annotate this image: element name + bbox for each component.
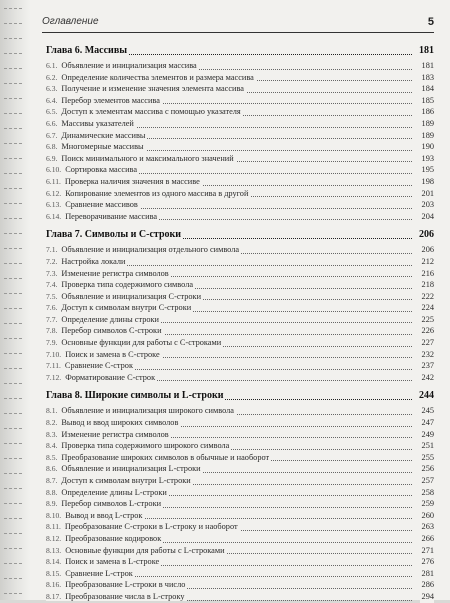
section-title: Форматирование С-строк (65, 372, 156, 382)
section-title: Вывод и ввод широких символов (61, 418, 179, 428)
section-title: Основные функции для работы с L-строками (65, 545, 225, 555)
section-title: Доступ к элементам массива с помощью указателя (61, 107, 241, 117)
toc-entry (46, 60, 434, 72)
section-page: 193 (421, 153, 434, 163)
section-page: 195 (421, 165, 434, 175)
section-number: 7.2. (46, 256, 58, 266)
toc-entry (46, 130, 434, 142)
page-edge-line (4, 413, 22, 415)
section-title: Объявление и инициализация отдельного символа (61, 245, 240, 255)
section-number: 8.14. (46, 557, 62, 567)
section-title: Изменение регистра символов (61, 268, 169, 278)
page-edge-line (4, 593, 22, 595)
page-edge-line (4, 443, 22, 445)
section-number: 6.6. (46, 118, 58, 128)
toc-entry (46, 291, 434, 303)
page-edge-line (4, 533, 22, 535)
page-edge-line (4, 83, 22, 85)
page-edge-line (4, 323, 22, 325)
section-number: 6.10. (46, 165, 62, 175)
toc-entry (46, 417, 434, 429)
section-page: 286 (421, 580, 434, 590)
page-edge-line (4, 203, 22, 205)
toc-entry (46, 349, 434, 361)
section-title: Преобразование числа в L-строку (65, 591, 185, 601)
page-edge-line (4, 8, 22, 10)
section-title: Сортировка массива (65, 165, 138, 175)
toc-entry (46, 118, 434, 130)
section-page: 189 (421, 118, 434, 128)
section-number: 8.12. (46, 533, 62, 543)
toc-entry (46, 452, 434, 464)
toc-entry (46, 510, 434, 522)
section-page: 232 (421, 349, 434, 359)
section-number: 8.2. (46, 418, 58, 428)
toc-entry (46, 153, 434, 165)
section-page: 186 (421, 107, 434, 117)
section-title: Преобразование L-строки в число (65, 580, 186, 590)
section-title: Сравнение С-строк (64, 361, 133, 371)
toc-entry (46, 429, 434, 441)
section-number: 8.8. (46, 487, 58, 497)
section-title: Перебор символов С-строки (61, 326, 162, 336)
section-title: Вывод и ввод L-строк (65, 510, 143, 520)
section-number: 8.13. (46, 545, 62, 555)
section-title: Изменение регистра символов (61, 429, 169, 439)
page-edge-line (4, 278, 22, 280)
section-title: Доступ к символам внутри С-строки (61, 303, 192, 313)
section-number: 6.1. (46, 61, 58, 70)
toc-entry (46, 556, 434, 568)
section-page: 226 (421, 326, 434, 336)
section-page: 183 (421, 72, 434, 82)
section-number: 6.8. (46, 142, 58, 152)
page-edge-line (4, 383, 22, 385)
section-page: 281 (421, 568, 434, 578)
section-number: 7.10. (46, 349, 62, 359)
section-number: 8.3. (46, 429, 58, 439)
section-number: 6.2. (46, 72, 58, 82)
toc-entry (46, 83, 434, 95)
section-number: 8.10. (46, 510, 62, 520)
page-edge-line (4, 158, 22, 160)
chapter-title: Глава 8. Широкие символы и L-строки (46, 390, 224, 402)
section-title: Определение длины строки (61, 314, 159, 324)
section-number: 8.1. (46, 406, 58, 416)
toc-entry (46, 405, 434, 417)
page-edge-line (4, 98, 22, 100)
page-edge-line (4, 38, 22, 40)
section-title: Основные функции для работы с С-строками (61, 338, 222, 348)
toc-entry (46, 591, 434, 603)
section-page: 206 (421, 245, 434, 255)
page-edge-line (4, 128, 22, 130)
page-edge-line (4, 173, 22, 175)
section-page: 263 (421, 522, 434, 532)
chapter-entry (46, 389, 434, 403)
section-page: 225 (421, 314, 434, 324)
toc-entry (46, 463, 434, 475)
section-number: 6.3. (46, 84, 58, 94)
toc-entry (46, 279, 434, 291)
page-edge-line (4, 188, 22, 190)
toc-entry (46, 475, 434, 487)
chapter-entry (46, 44, 434, 58)
section-page: 201 (421, 188, 434, 198)
section-title: Преобразование кодировок (65, 533, 162, 543)
toc-entry (46, 498, 434, 510)
section-title: Объявление и инициализация массива (61, 61, 197, 70)
page-edge-line (4, 53, 22, 55)
section-title: Копирование элементов из одного массива в другой (65, 188, 249, 198)
page-number: 5 (427, 16, 434, 28)
page-edge-line (4, 458, 22, 460)
toc-entry (46, 372, 434, 384)
section-number: 8.4. (46, 441, 58, 451)
section-page: 218 (421, 280, 434, 290)
page-edge-line (4, 143, 22, 145)
page-edge-line (4, 308, 22, 310)
section-page: 260 (421, 510, 434, 520)
section-page: 198 (421, 176, 434, 186)
section-number: 7.5. (46, 291, 58, 301)
header-title: Оглавление (42, 16, 99, 27)
toc-entry (46, 579, 434, 591)
section-title: Переворачивание массива (65, 211, 158, 221)
section-number: 6.7. (46, 130, 58, 140)
toc-entry (46, 72, 434, 84)
toc-entry (46, 211, 434, 223)
section-title: Проверка типа содержимого символа (61, 280, 194, 290)
page-edge-line (4, 23, 22, 25)
page-edge-line (4, 248, 22, 250)
section-page: 189 (421, 130, 434, 140)
page-edge-line (4, 218, 22, 220)
section-page: 266 (421, 533, 434, 543)
section-number: 7.9. (46, 338, 58, 348)
toc-entry (46, 521, 434, 533)
section-page: 184 (421, 84, 434, 94)
section-page: 258 (421, 487, 434, 497)
section-number: 8.16. (46, 580, 62, 590)
toc-entry (46, 314, 434, 326)
section-title: Определение количества элементов и размера массива (61, 72, 254, 82)
page-edge-line (4, 113, 22, 115)
section-title: Массивы указателей (61, 118, 134, 128)
toc-entry (46, 337, 434, 349)
section-number: 8.5. (46, 452, 58, 462)
chapter-page: 206 (419, 229, 434, 241)
page-edge-line (4, 398, 22, 400)
section-title: Объявление и инициализация широкого символа (61, 406, 234, 416)
toc-entry (46, 199, 434, 211)
toc-entry (46, 141, 434, 153)
toc-entry (46, 164, 434, 176)
section-page: 216 (421, 268, 434, 278)
page-edge-line (4, 503, 22, 505)
book-page (30, 0, 450, 600)
toc-entry (46, 106, 434, 118)
section-title: Объявление и инициализация С-строки (61, 291, 202, 301)
section-number: 7.12. (46, 372, 62, 382)
section-page: 255 (421, 452, 434, 462)
section-number: 7.11. (46, 361, 61, 371)
section-page: 249 (421, 429, 434, 439)
section-number: 6.5. (46, 107, 58, 117)
section-number: 6.13. (46, 200, 62, 210)
toc-entry (46, 568, 434, 580)
toc-entry (46, 440, 434, 452)
toc-entry (46, 487, 434, 499)
section-title: Поиск и замена в L-строке (65, 557, 160, 567)
toc-entry (46, 325, 434, 337)
page-edge-line (4, 68, 22, 70)
section-number: 8.7. (46, 476, 58, 485)
section-title: Объявление и инициализация L-строки (61, 464, 201, 474)
page-edge-line (4, 488, 22, 490)
section-number: 7.6. (46, 303, 58, 313)
chapter-page: 244 (419, 390, 434, 402)
page-edge-line (4, 263, 22, 265)
section-page: 181 (421, 61, 434, 70)
section-number: 7.7. (46, 314, 58, 324)
chapter-page: 181 (419, 45, 434, 56)
section-number: 8.11. (46, 522, 61, 532)
section-page: 222 (421, 291, 434, 301)
section-number: 7.8. (46, 326, 58, 336)
section-number: 6.9. (46, 153, 58, 163)
section-number: 8.15. (46, 568, 62, 578)
section-title: Сравнение L-строк (65, 568, 133, 578)
toc-entry (46, 545, 434, 557)
table-of-contents (46, 44, 434, 603)
section-title: Преобразование широких символов в обычные и наоборот (61, 452, 270, 462)
section-title: Проверка типа содержимого широкого символа (61, 441, 230, 451)
page-edge-line (4, 338, 22, 340)
section-page: 185 (421, 95, 434, 105)
page-edge-line (4, 473, 22, 475)
section-title: Проверка наличия значения в массиве (64, 176, 200, 186)
section-page: 204 (421, 211, 434, 221)
binding-edge (0, 0, 30, 600)
section-number: 6.11. (46, 176, 61, 186)
section-title: Поиск минимального и максимального значений (61, 153, 234, 163)
page-edge-line (4, 353, 22, 355)
section-title: Определение длины L-строки (61, 487, 167, 497)
page-edge-line (4, 233, 22, 235)
toc-entry (46, 533, 434, 545)
toc-entry (46, 244, 434, 256)
toc-entry (46, 268, 434, 280)
section-page: 212 (421, 256, 434, 266)
chapter-title: Глава 6. Массивы (46, 45, 128, 56)
section-number: 8.6. (46, 464, 58, 474)
toc-entry (46, 302, 434, 314)
section-title: Доступ к символам внутри L-строки (61, 476, 191, 485)
section-page: 247 (421, 418, 434, 428)
section-title: Перебор символов L-строки (61, 499, 162, 509)
toc-entry (46, 176, 434, 188)
section-number: 7.1. (46, 245, 58, 255)
section-number: 6.12. (46, 188, 62, 198)
section-title: Перебор элементов массива (61, 95, 160, 105)
section-page: 271 (421, 545, 434, 555)
toc-entry (46, 360, 434, 372)
running-header (42, 16, 434, 33)
page-edge-line (4, 578, 22, 580)
chapter-title: Глава 7. Символы и С-строки (46, 229, 182, 241)
section-number: 6.4. (46, 95, 58, 105)
section-page: 227 (421, 338, 434, 348)
section-page: 190 (421, 142, 434, 152)
page-edge-line (4, 368, 22, 370)
page-edge-line (4, 518, 22, 520)
section-title: Динамические массивы (61, 130, 146, 140)
section-title: Многомерные массивы (61, 142, 144, 152)
section-page: 276 (421, 557, 434, 567)
section-number: 7.3. (46, 268, 58, 278)
section-page: 203 (421, 200, 434, 210)
section-page: 224 (421, 303, 434, 313)
section-number: 8.9. (46, 499, 58, 509)
section-page: 259 (421, 499, 434, 509)
section-page: 257 (421, 476, 434, 485)
section-number: 7.4. (46, 280, 58, 290)
section-page: 256 (421, 464, 434, 474)
section-title: Сравнение массивов (65, 200, 138, 210)
section-page: 237 (421, 361, 434, 371)
toc-entry (46, 95, 434, 107)
section-title: Настройка локали (61, 256, 126, 266)
page-edge-line (4, 548, 22, 550)
section-number: 8.17. (46, 591, 62, 601)
chapter-entry (46, 228, 434, 242)
section-title: Получение и изменение значения элемента массива (61, 84, 244, 94)
toc-entry (46, 256, 434, 268)
section-number: 6.14. (46, 211, 62, 221)
section-page: 242 (421, 372, 434, 382)
page-edge-line (4, 293, 22, 295)
page-edge-line (4, 563, 22, 565)
section-page: 245 (421, 406, 434, 416)
section-page: 251 (421, 441, 434, 451)
section-title: Преобразование С-строки в L-строку и наоборот (64, 522, 238, 532)
page-edge-line (4, 428, 22, 430)
section-page: 294 (421, 591, 434, 601)
toc-entry (46, 188, 434, 200)
section-title: Поиск и замена в С-строке (65, 349, 160, 359)
